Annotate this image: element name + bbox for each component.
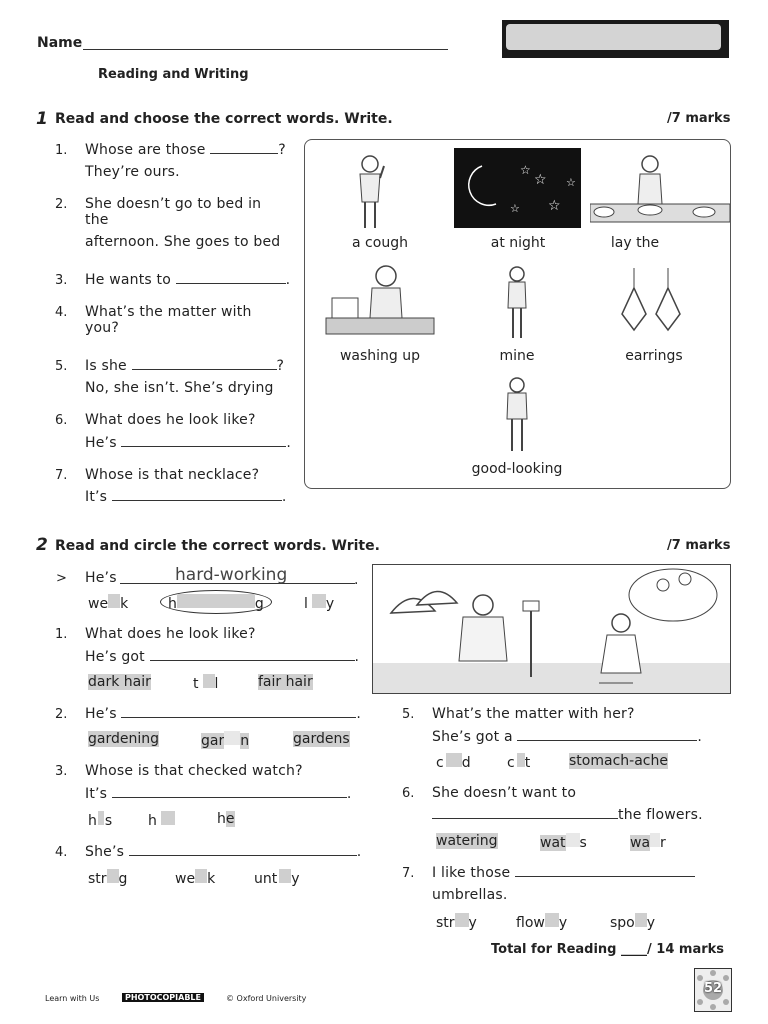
s2-q6-text: She doesn’t want to <box>432 785 577 801</box>
example-opt-weak[interactable]: we k <box>88 596 129 612</box>
s2-q5-opt-stomach-ache[interactable]: stomach-ache <box>569 753 668 769</box>
s2-q1-opt-dark-hair[interactable]: dark hair <box>88 674 151 690</box>
s1-q5-blank[interactable] <box>132 358 277 370</box>
pic-label-mine: mine <box>499 348 535 364</box>
lay-table-figure <box>590 150 730 225</box>
section2-title: Read and circle the correct words. Write. <box>55 538 380 554</box>
header-badge <box>502 20 729 58</box>
example-opt-lazy[interactable]: l y <box>304 596 335 612</box>
example-opt-hardworking[interactable]: h g <box>168 596 264 612</box>
s1-q5-number: 5. <box>55 359 68 374</box>
s2-q3-blank[interactable] <box>112 786 347 798</box>
s1-q1-text: Whose are those ? <box>85 142 286 158</box>
washing-up-figure <box>322 262 438 342</box>
s1-q2-number: 2. <box>55 197 68 212</box>
garden-picture <box>372 564 731 694</box>
s2-q3-opt-him[interactable]: h <box>148 811 175 829</box>
example-marker: > <box>56 571 67 586</box>
s2-q3-opt-he[interactable]: he <box>217 811 235 827</box>
s1-q3-number: 3. <box>55 273 68 288</box>
s2-q6-opt-water[interactable]: wa r <box>630 835 666 851</box>
s2-q4-text: She’s . <box>85 844 362 860</box>
s1-q1-number: 1. <box>55 143 68 158</box>
s2-q6-opt-waters[interactable]: wat s <box>540 835 587 851</box>
s2-q1-opt-fair-hair[interactable]: fair hair <box>258 674 313 690</box>
pic-label-night: at night <box>490 235 546 251</box>
pic-label-washing: washing up <box>339 348 421 364</box>
name-label: Name <box>37 35 83 51</box>
s2-q1-opt-tall[interactable]: t l <box>193 676 219 692</box>
svg-text:☆: ☆ <box>510 202 520 215</box>
mine-figure <box>500 264 534 342</box>
footer-copyright: © Oxford University <box>226 994 307 1003</box>
s1-q6-text: What does he look like? <box>85 412 256 428</box>
s1-q1-blank[interactable] <box>210 142 278 154</box>
s2-q2-text: He’s . <box>85 706 361 722</box>
svg-text:☆: ☆ <box>548 198 561 214</box>
s2-q2-opt-gardens[interactable]: gardens <box>293 731 350 747</box>
s2-q5-opt-cold[interactable]: c d <box>436 755 471 771</box>
name-field[interactable] <box>83 36 448 50</box>
good-looking-figure <box>500 375 534 455</box>
s2-q2-blank[interactable] <box>121 706 356 718</box>
s1-q2-line2: afternoon. She goes to bed <box>85 234 281 250</box>
pic-label-lay: lay the <box>610 235 660 251</box>
s2-q5-blank[interactable] <box>517 729 697 741</box>
s2-q3-opt-his[interactable]: h s <box>88 813 113 829</box>
night-picture <box>454 148 581 228</box>
s2-q7-text: I like those <box>432 865 695 881</box>
pic-label-earrings: earrings <box>625 348 683 364</box>
page-subtitle: Reading and Writing <box>98 67 249 82</box>
s2-q7-line2: umbrellas. <box>432 887 508 903</box>
section2-number: 2 <box>36 535 48 555</box>
s2-q6-opt-watering[interactable]: watering <box>436 833 498 849</box>
s1-q4-number: 4. <box>55 305 68 320</box>
example-answer: hard-working <box>175 565 288 585</box>
s2-q2-opt-garden[interactable]: gar n <box>201 733 250 749</box>
section1-marks: /7 marks <box>667 111 731 126</box>
s2-q7-opt-spotty[interactable]: spo y <box>610 915 656 931</box>
s2-q4-opt-untidy[interactable]: unt y <box>254 871 300 887</box>
s2-q1-text: What does he look like? <box>85 626 256 642</box>
s1-q4-text: What’s the matter with you? <box>85 304 252 336</box>
s1-q3-text: He wants to . <box>85 272 291 288</box>
s2-q4-opt-strong[interactable]: str g <box>88 871 128 887</box>
s1-q1-line2: They’re ours. <box>85 164 180 180</box>
s2-q2-number: 2. <box>55 707 68 722</box>
s1-q7-text: Whose is that necklace? <box>85 467 260 483</box>
s2-q3-line2: It’s . <box>85 786 352 802</box>
s2-q5-number: 5. <box>402 707 415 722</box>
s2-q6-blank[interactable] <box>432 807 618 819</box>
s2-q7-opt-stripy[interactable]: str y <box>436 915 477 931</box>
pic-label-good-looking: good-looking <box>471 461 563 477</box>
s2-q6-line2: the flowers. <box>432 807 703 823</box>
s2-q5-opt-cut[interactable]: c t <box>507 755 531 771</box>
cough-figure <box>350 152 390 232</box>
s1-q6-number: 6. <box>55 413 68 428</box>
s2-q2-opt-gardening[interactable]: gardening <box>88 731 159 747</box>
section1-number: 1 <box>36 109 48 129</box>
page-number-badge <box>694 968 732 1012</box>
s1-q5-text: Is she ? <box>85 358 285 374</box>
s2-q7-blank[interactable] <box>515 865 695 877</box>
s2-q3-text: Whose is that checked watch? <box>85 763 303 779</box>
s2-q4-opt-weak[interactable]: we k <box>175 871 216 887</box>
s1-q7-line2: It’s . <box>85 489 287 505</box>
s1-q7-blank[interactable] <box>112 489 282 501</box>
earrings-figure <box>618 268 688 338</box>
footer-learn-with-us: Learn with Us <box>45 994 100 1003</box>
s1-q7-number: 7. <box>55 468 68 483</box>
example-prefix: He’s <box>85 570 117 586</box>
s2-q5-text: What’s the matter with her? <box>432 706 635 722</box>
total-reading: Total for Reading ____/ 14 marks <box>491 942 725 957</box>
s2-q1-blank[interactable] <box>150 649 355 661</box>
s2-q4-number: 4. <box>55 845 68 860</box>
section2-marks: /7 marks <box>667 538 731 553</box>
footer-photocopiable: PHOTOCOPIABLE <box>122 993 204 1002</box>
s1-q6-line2: He’s . <box>85 435 291 451</box>
s2-q6-number: 6. <box>402 786 415 801</box>
section1-title: Read and choose the correct words. Write. <box>55 111 393 127</box>
s2-q1-number: 1. <box>55 627 68 642</box>
s2-q5-line2: She’s got a . <box>432 729 703 745</box>
s2-q7-number: 7. <box>402 866 415 881</box>
s2-q7-opt-flowery[interactable]: flow y <box>516 915 568 931</box>
s2-q1-line2: He’s got . <box>85 649 360 665</box>
page-number: 52 <box>703 981 723 996</box>
svg-text:☆: ☆ <box>534 172 547 188</box>
svg-text:☆: ☆ <box>520 163 531 177</box>
s1-q5-line2: No, she isn’t. She’s drying <box>85 380 274 396</box>
s2-q4-blank[interactable] <box>129 844 357 856</box>
svg-text:☆: ☆ <box>566 176 576 189</box>
s1-q6-blank[interactable] <box>121 435 286 447</box>
pic-label-cough: a cough <box>352 235 408 251</box>
s1-q2-text: She doesn’t go to bed in the <box>85 196 262 228</box>
s1-q3-blank[interactable] <box>176 272 286 284</box>
s2-q3-number: 3. <box>55 764 68 779</box>
